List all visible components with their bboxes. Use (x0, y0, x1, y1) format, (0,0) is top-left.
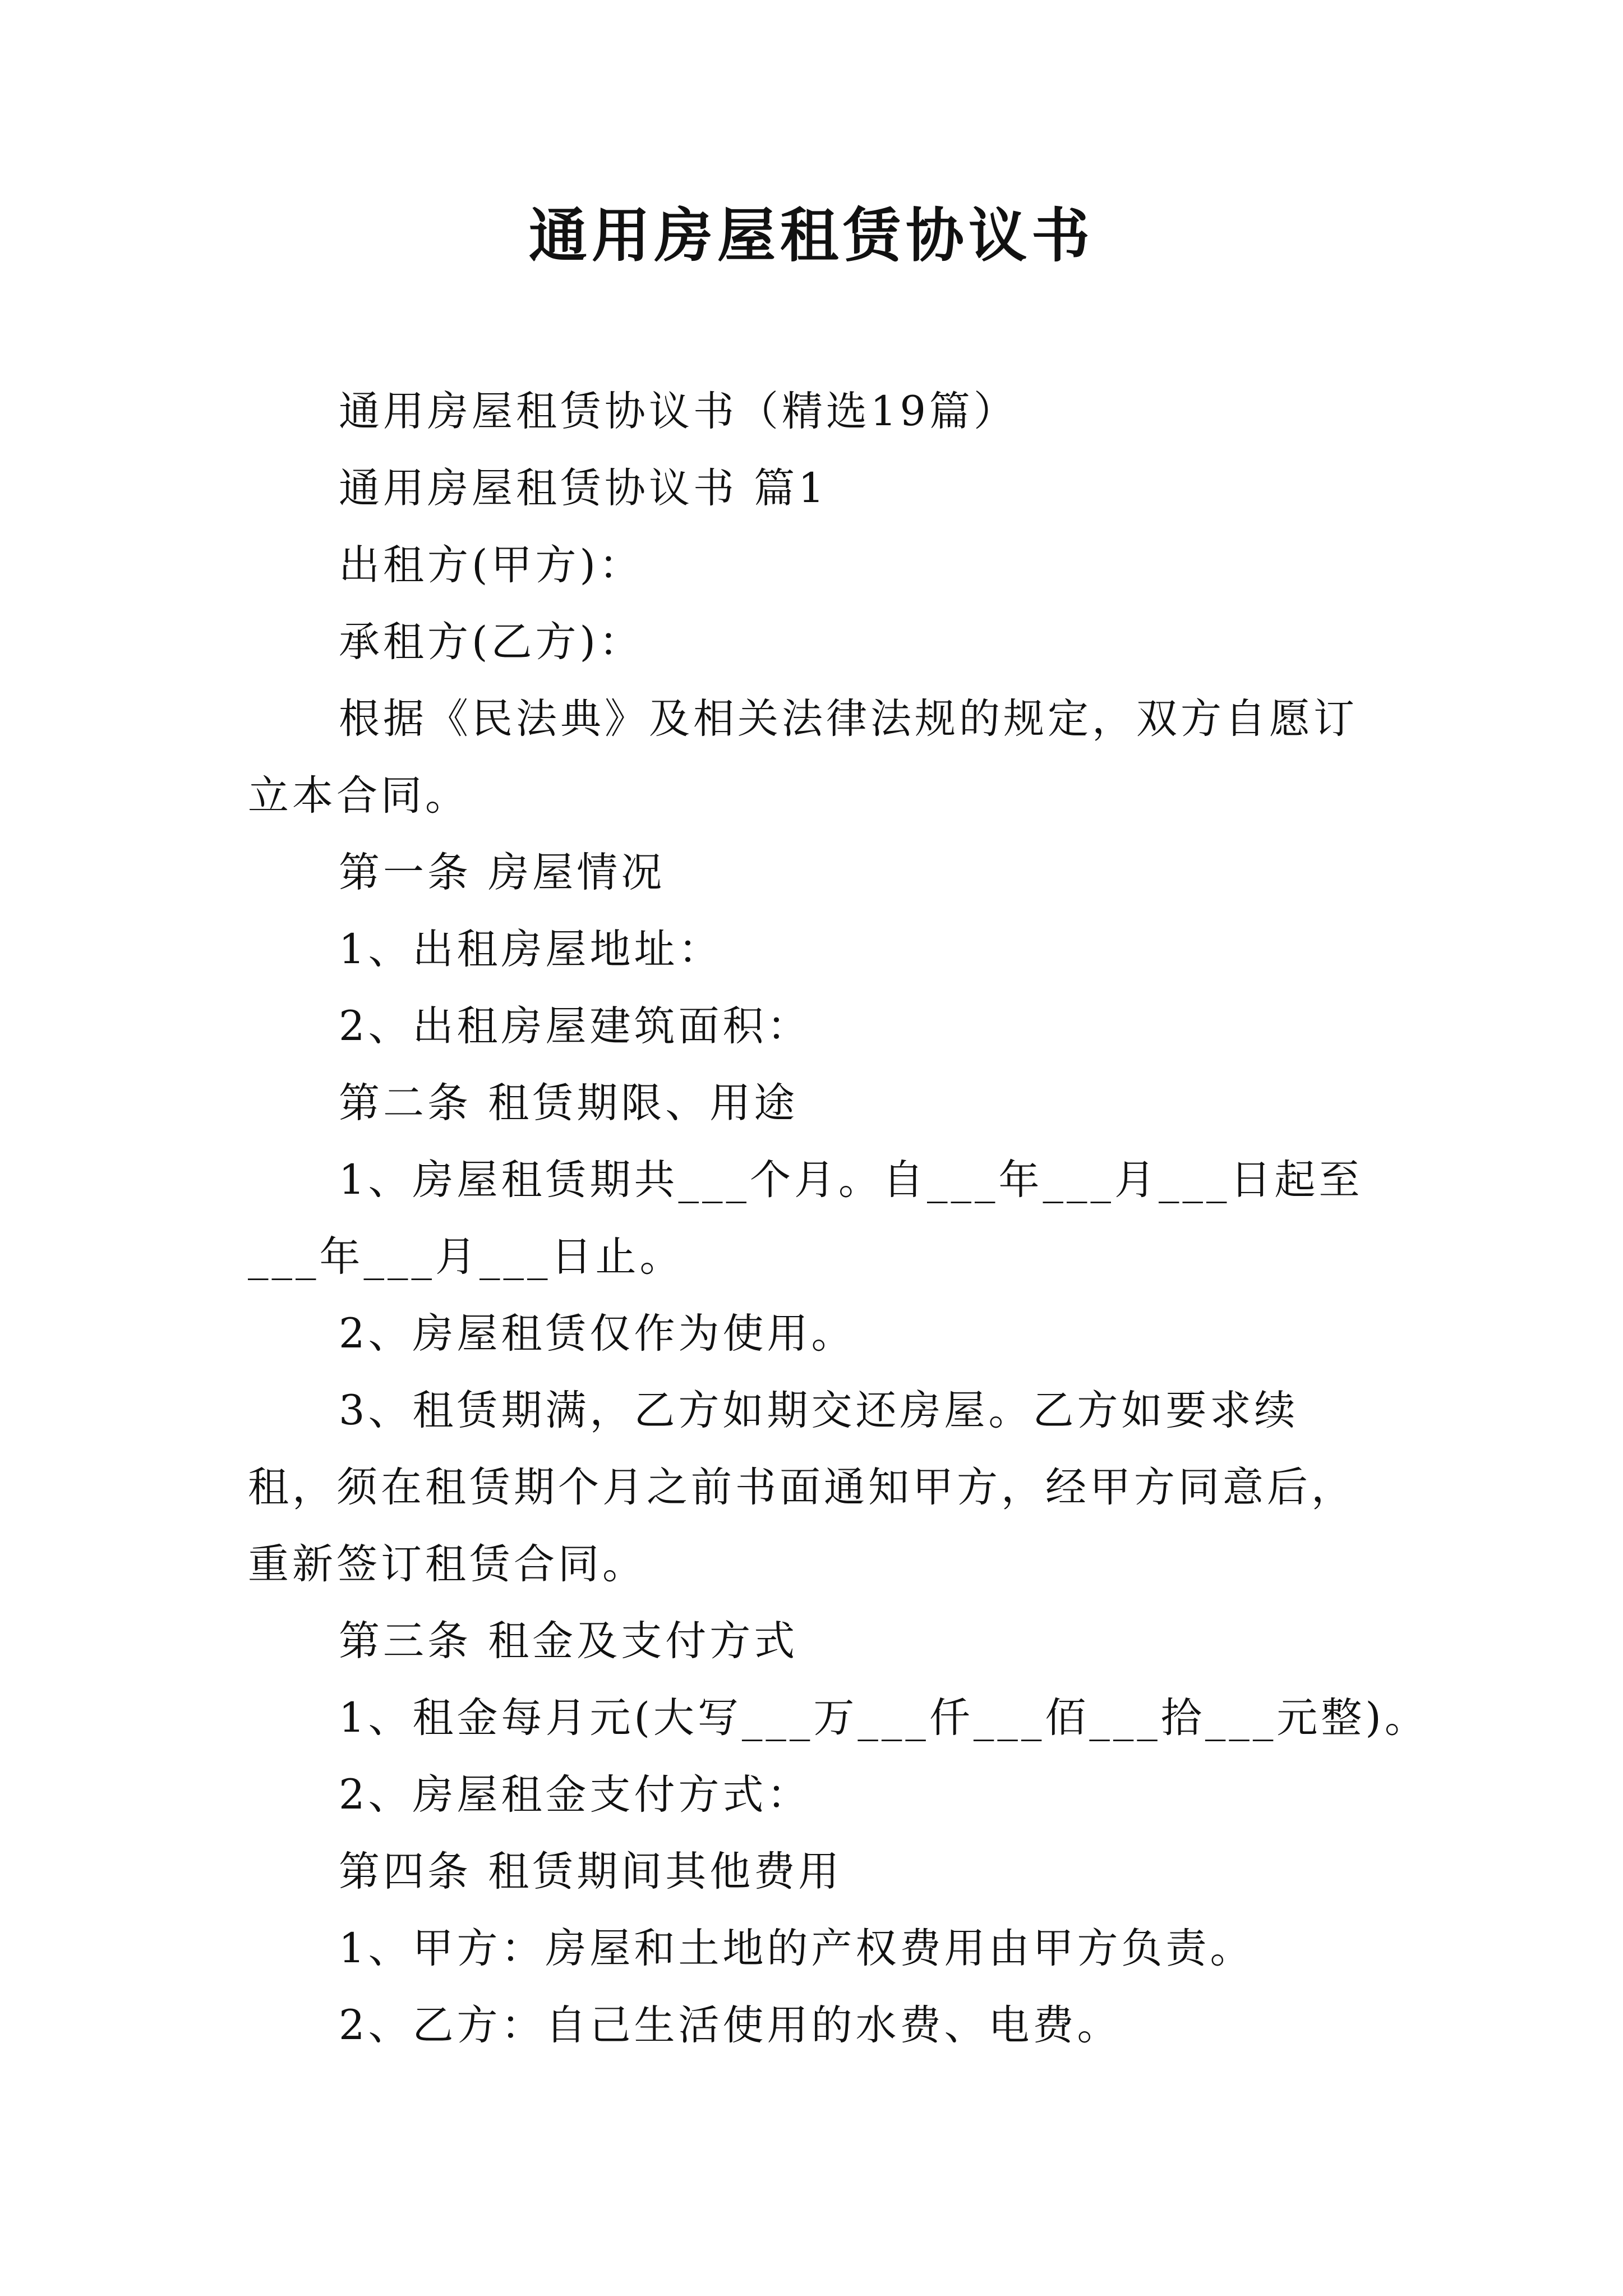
article-1-item-1: 1、出租房屋地址： (339, 926, 723, 973)
article-1-heading: 第一条 房屋情况 (339, 849, 666, 896)
article-2-heading: 第二条 租赁期限、用途 (339, 1079, 799, 1127)
article-3-heading: 第三条 租金及支付方式 (339, 1617, 799, 1665)
article-4-item-2: 2、乙方：自己生活使用的水费、电费。 (339, 2001, 1122, 2049)
article-2-item-1: 1、房屋租赁期共___个月。自___年___月___日起至___年___月___日止。 (248, 1156, 1363, 1281)
article-3-item-1: 1、租金每月元(大写___万___仟___佰___拾___元整)。 (339, 1694, 1429, 1742)
article-2-item-3: 3、租赁期满，乙方如期交还房屋。乙方如要求续租，须在租赁期个月之前书面通知甲方，经甲方同意后，重新签订租赁合同。 (248, 1387, 1355, 1588)
document-subtitle: 通用房屋租赁协议书（精选19篇） (339, 388, 1018, 435)
preamble-paragraph: 根据《民法典》及相关法律法规的规定，双方自愿订立本合同。 (248, 695, 1358, 820)
article-3-item-2: 2、房屋租金支付方式： (339, 1771, 811, 1819)
document-body (248, 373, 1429, 2064)
article-2-item-2: 2、房屋租赁仅作为使用。 (339, 1310, 856, 1358)
article-1-item-2: 2、出租房屋建筑面积： (339, 1002, 811, 1050)
article-4-item-1: 1、甲方：房屋和土地的产权费用由甲方负责。 (339, 1925, 1255, 1972)
section-heading-part1: 通用房屋租赁协议书 篇1 (339, 464, 828, 512)
lessor-line: 出租方(甲方)： (339, 541, 643, 589)
document-title: 通用房屋租赁协议书 (528, 201, 1094, 270)
article-4-heading: 第四条 租赁期间其他费用 (339, 1848, 843, 1895)
lessee-line: 承租方(乙方)： (339, 618, 643, 666)
